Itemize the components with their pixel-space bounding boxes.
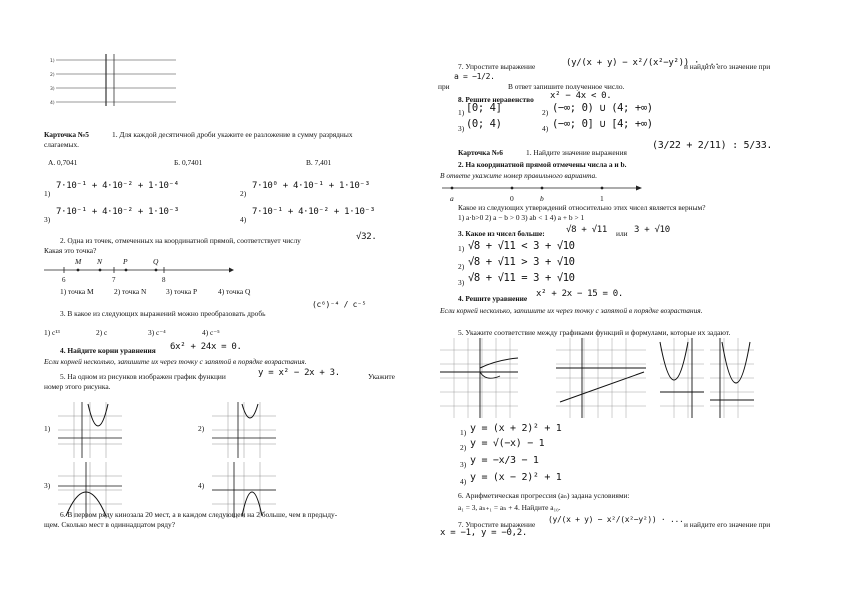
point-label-q: Q: [153, 257, 159, 266]
graph-label-1: 1): [44, 424, 51, 433]
expansion-num: 2): [240, 189, 247, 198]
card6-task3-opt-num: 3): [458, 278, 465, 287]
formula-num: 1): [460, 428, 467, 437]
task2-option: 2) точка N: [114, 287, 147, 296]
task5-function: y = x² − 2x + 3.: [258, 368, 340, 378]
task2-text: 2. Одна из точек, отмеченных на координатной прямой, соответствует числу: [60, 236, 301, 245]
card5-title: Карточка №5: [44, 130, 89, 139]
r-task8-opt-num: 2): [542, 108, 549, 117]
r-task8-opt: (0; 4): [466, 118, 502, 130]
card6-task3: 3. Какое из чисел больше:: [458, 229, 545, 238]
expansion-expr: 7·10⁻¹ + 4·10⁻² + 1·10⁻⁴: [56, 181, 179, 191]
tick-label: 7: [112, 276, 116, 284]
task5-end: Укажите: [368, 372, 395, 381]
formula-expr: y = −x/3 − 1: [470, 455, 539, 466]
card6-task6-condition: a₁ = 3, aₙ₊₁ = aₙ + 4. Найдите a₁₀.: [458, 503, 561, 512]
card6-task1: 1. Найдите значение выражения: [526, 148, 627, 157]
card6-task7-values: x = −1, y = −0,2.: [440, 528, 528, 538]
card6-task2-question: Какое из следующих утверждений относительно этих чисел является верным?: [458, 203, 706, 212]
decimal-c: В. 7,401: [306, 158, 332, 167]
r-task8-opt-num: 1): [458, 108, 465, 117]
card6-task3-opt-num: 2): [458, 262, 465, 271]
decimal-b: Б. 0,7401: [174, 158, 203, 167]
task2-option: 4) точка Q: [218, 287, 251, 296]
expansion-num: 1): [44, 189, 51, 198]
function-graphs-row: [440, 338, 754, 418]
card6-task2-note: В ответе укажите номер правильного варианта.: [440, 171, 598, 180]
formula-num: 4): [460, 477, 467, 486]
card6-task4-equation: x² + 2x − 15 = 0.: [536, 289, 624, 299]
expansion-expr: 7·10⁻¹ + 4·10⁻² + 1·10⁻³: [252, 207, 375, 217]
r-task8-inequality: x² − 4x < 0.: [550, 91, 612, 101]
formula-num: 3): [460, 460, 467, 469]
task2-option: 1) точка M: [60, 287, 94, 296]
card5-task1: 1. Для каждой десятичной дроби укажите ее разложение в сумму разрядных: [112, 130, 353, 139]
left-card-column: [40, 0, 410, 595]
card6-task5: 5. Укажите соответствие между графиками функций и формулами, которые их задают.: [458, 328, 731, 337]
graph-option-1[interactable]: [58, 402, 122, 458]
card6-task4: 4. Решите уравнение: [458, 294, 528, 303]
task2-question: Какая это точка?: [44, 246, 97, 255]
r-task8-text: 8. Решите неравенство: [458, 95, 534, 104]
card6-task3-b: 3 + √10: [634, 225, 670, 235]
card6-task3-opt: √8 + √11 > 3 + √10: [468, 256, 575, 268]
graph-label-4: 4): [198, 481, 205, 490]
r-task8-opt-num: 3): [458, 124, 465, 133]
r-task7-text: 7. Упростите выражение: [458, 62, 536, 71]
card6-title: Карточка №6: [458, 148, 503, 157]
card6-task7: 7. Упростите выражение: [458, 520, 536, 529]
point-label-p: P: [123, 257, 128, 266]
graph-label-3: 3): [44, 481, 51, 490]
task3-option: 4) c⁻⁵: [202, 328, 220, 337]
task6-cont: щем. Сколько мест в одиннадцатом ряду?: [44, 520, 175, 529]
card6-task4-note: Если корней несколько, запишите их через точку с запятой в порядке возрастания.: [440, 306, 703, 315]
r-task8-opt: (−∞; 0) ∪ (4; +∞): [552, 102, 653, 114]
card6-task2: 2. На координатной прямой отмечены числа a и b.: [458, 160, 627, 169]
formula-num: 2): [460, 443, 467, 452]
r-task8-opt-num: 4): [542, 124, 549, 133]
graph-option-2[interactable]: [212, 402, 276, 458]
r-task8-opt: [0; 4]: [466, 102, 502, 114]
decimal-a: А. 0,7041: [48, 158, 78, 167]
r-task7-value: a = −1/2.: [454, 72, 495, 81]
formula-expr: y = (x + 2)² + 1: [470, 423, 562, 434]
expansion-num: 4): [240, 215, 247, 224]
expansion-expr: 7·10⁻¹ + 4·10⁻² + 1·10⁻³: [56, 207, 179, 217]
tick-label: 8: [162, 276, 166, 284]
task3-option: 1) c¹³: [44, 328, 60, 337]
task3-option: 3) c⁻⁴: [148, 328, 166, 337]
r-task7-expr: (y/(x + y) − x²/(x²−y²)) · ...: [566, 58, 720, 68]
expansion-expr: 7·10⁰ + 4·10⁻¹ + 1·10⁻³: [252, 181, 370, 191]
card6-task3-a: √8 + √11: [566, 225, 607, 235]
r-task7-note: В ответ запишите полученное число.: [508, 82, 625, 91]
task2-option: 3) точка P: [166, 287, 198, 296]
r-task8-opt: (−∞; 0] ∪ [4; +∞): [552, 118, 653, 130]
graph-label-2: 2): [198, 424, 205, 433]
top-row-label: 3): [50, 87, 55, 92]
task5-text: 5. На одном из рисунков изображен график функции: [60, 372, 226, 381]
label-zero: 0: [510, 194, 514, 203]
coordinate-line: [44, 256, 234, 288]
card6-task3-or: или: [616, 229, 628, 238]
task3-text: 3. В какое из следующих выражений можно преобразовать дробь: [60, 309, 266, 318]
task6-text: 6. В первом ряду кинозала 20 мест, а в каждом следующем на 2 больше, чем в предыду-: [60, 510, 338, 519]
label-a: a: [450, 194, 454, 203]
card6-task3-opt: √8 + √11 < 3 + √10: [468, 240, 575, 252]
point-label-m: M: [75, 257, 82, 266]
card6-task3-opt-num: 1): [458, 244, 465, 253]
card6-task6: 6. Арифметическая прогрессия (aₙ) задана условиями:: [458, 491, 630, 500]
point-label-n: N: [97, 257, 103, 266]
card6-expression: (3/22 + 2/11) : 5/33.: [652, 140, 773, 151]
tick-label: 6: [62, 276, 66, 284]
card5-task1-cont: слагаемых.: [44, 140, 80, 149]
label-b: b: [540, 194, 544, 203]
top-row-label: 4): [50, 101, 55, 106]
card6-task7-expr: (y/(x + y) − x²/(x²−y²)) · ...: [548, 515, 684, 524]
task5-question: номер этого рисунка.: [44, 382, 111, 391]
task2-root: √32.: [356, 232, 377, 242]
card6-task3-opt: √8 + √11 = 3 + √10: [468, 272, 575, 284]
card6-task7-end: и найдите его значение при: [684, 520, 771, 529]
top-row-label: 1): [50, 59, 55, 64]
r-task7-at: при: [438, 82, 450, 91]
card6-task2-options: 1) a·b>0 2) a − b > 0 3) ab < 1 4) a + b > 1: [458, 213, 585, 222]
task3-fraction: (c⁶)⁻⁴ / c⁻⁵: [312, 300, 367, 309]
formula-expr: y = (x − 2)² + 1: [470, 472, 562, 483]
formula-expr: y = √(−x) − 1: [470, 438, 545, 449]
label-one: 1: [600, 194, 604, 203]
task4-note: Если корней несколько, запишите их через точку с запятой в порядке возрастания.: [44, 357, 307, 366]
task3-option: 2) c: [96, 328, 108, 337]
right-card-column: [438, 0, 773, 595]
task4-text: 4. Найдите корни уравнения: [60, 346, 156, 355]
expansion-num: 3): [44, 215, 51, 224]
top-fragment-figure: [46, 52, 186, 107]
r-task7-end: и найдите его значение при: [684, 62, 771, 71]
top-row-label: 2): [50, 73, 55, 78]
task4-equation: 6x² + 24x = 0.: [170, 342, 242, 352]
